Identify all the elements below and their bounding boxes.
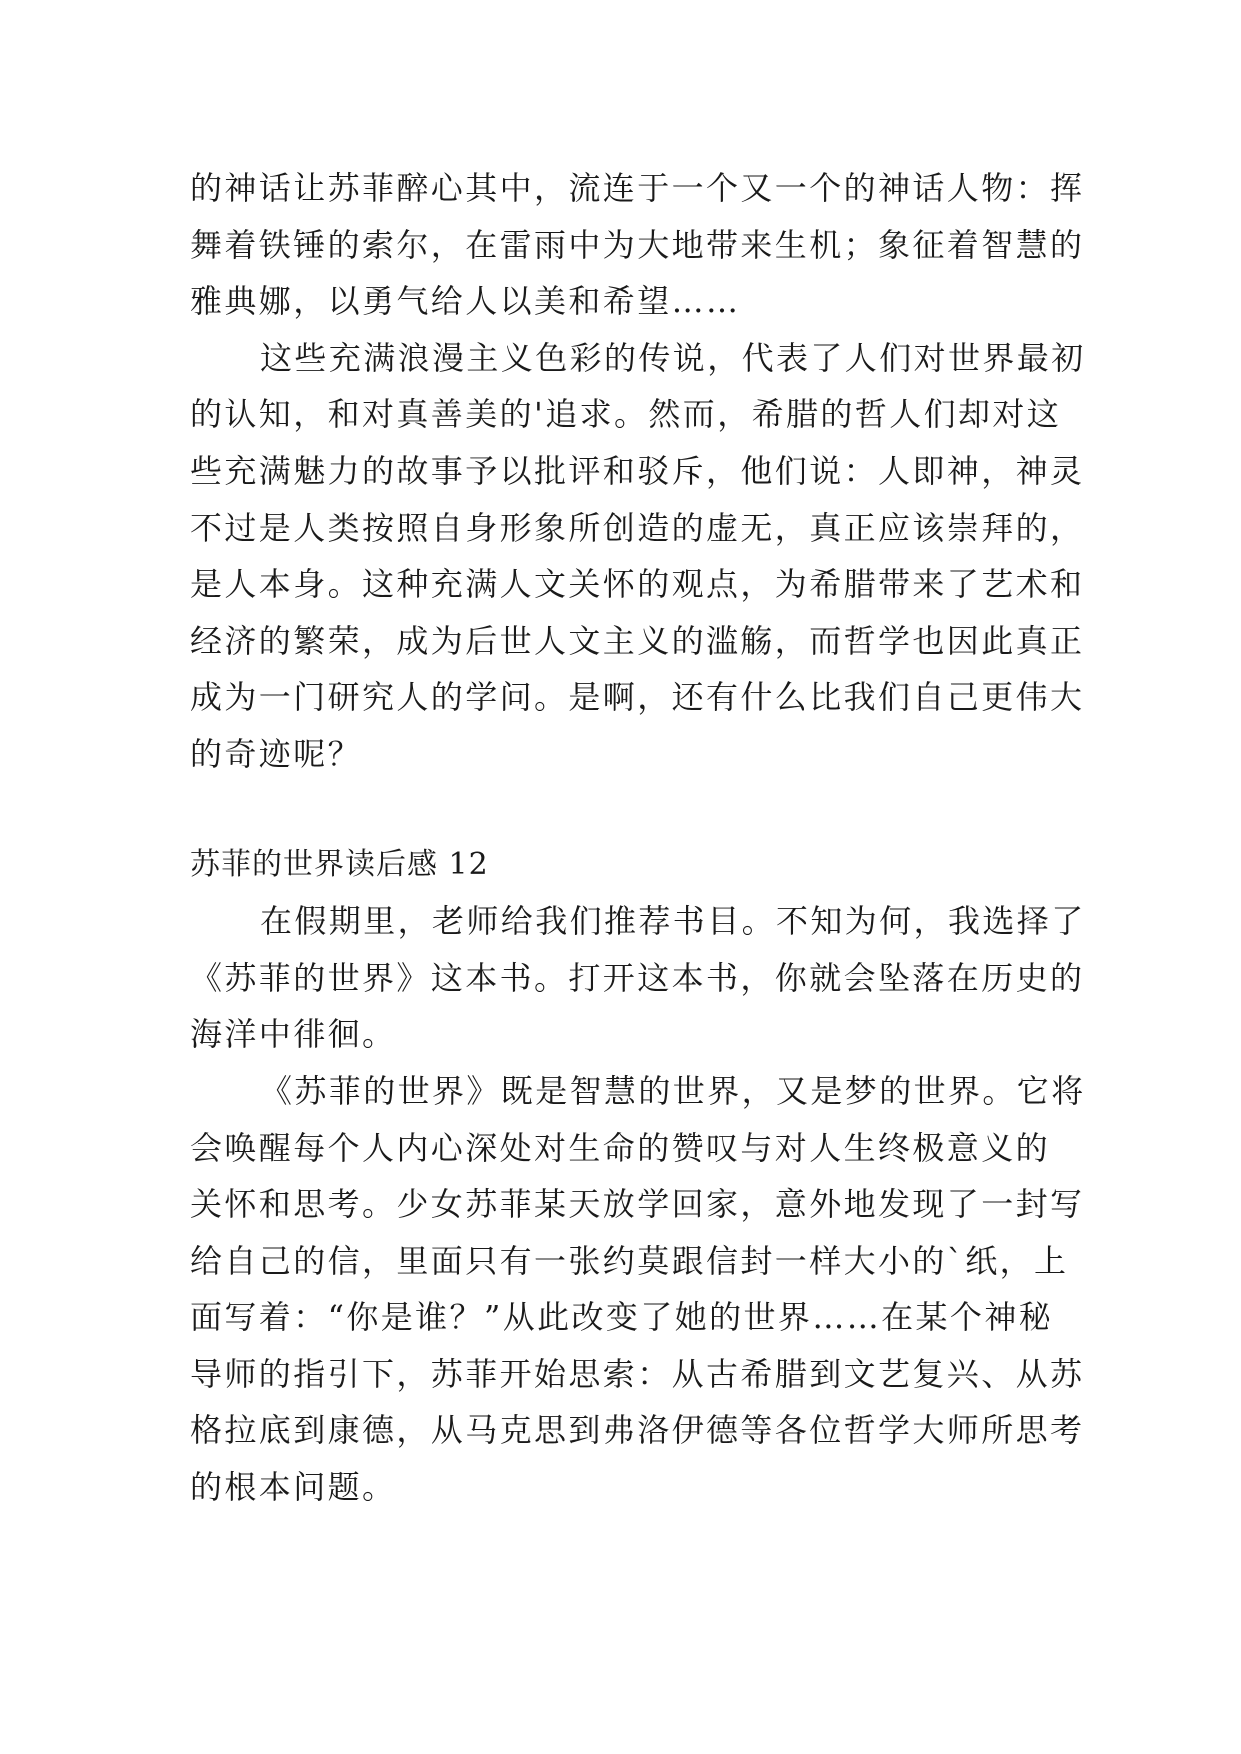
section-spacer: [190, 783, 1060, 837]
text-line: 《苏菲的世界》既是智慧的世界，又是梦的世界。它将: [260, 1071, 1086, 1110]
paragraph: [190, 330, 1086, 783]
text-line: 在假期里，老师给我们推荐书目。不知为何，我选择了: [260, 902, 1086, 941]
text-line: 这些充满浪漫主义色彩的传说，代表了人们对世界最初: [260, 338, 1086, 377]
text-line: 的认知，和对真善美的'追求。然而，希腊的哲人们却对这: [190, 395, 1062, 434]
text-line: 给自己的信，里面只有一张约莫跟信封一样大小的`纸，上: [190, 1241, 1069, 1280]
text-line: 经济的繁荣，成为后世人文主义的滥觞，而哲学也因此真正: [190, 621, 1085, 660]
text-line: 面写着：“你是谁？”从此改变了她的世界……在某个神秘: [190, 1298, 1054, 1337]
text-line: 是人本身。这种充满人文关怀的观点，为希腊带来了艺术和: [190, 565, 1085, 604]
text-line: 会唤醒每个人内心深处对生命的赞叹与对人生终极意义的: [190, 1128, 1051, 1167]
text-line: 不过是人类按照自身形象所创造的虚无，真正应该崇拜的，: [190, 508, 1085, 547]
text-line: 的神话让苏菲醉心其中，流连于一个又一个的神话人物：挥: [190, 169, 1085, 207]
text-line: 《苏菲的世界》这本书。打开这本书，你就会坠落在历史的: [190, 958, 1085, 997]
paragraph: [190, 893, 1086, 1063]
document-page: [190, 160, 1086, 1516]
text-line: 导师的指引下，苏菲开始思索：从古希腊到文艺复兴、从苏: [190, 1354, 1085, 1393]
text-line: 些充满魅力的故事予以批评和驳斥，他们说：人即神，神灵: [190, 451, 1085, 490]
text-line: 的奇迹呢？: [190, 734, 363, 773]
text-line: 关怀和思考。少女苏菲某天放学回家，意外地发现了一封写: [190, 1185, 1085, 1224]
text-line: 雅典娜，以勇气给人以美和希望……: [190, 282, 741, 321]
paragraph: [190, 1063, 1086, 1516]
text-line: 格拉底到康德，从马克思到弗洛伊德等各位哲学大师所思考: [190, 1411, 1085, 1450]
paragraph: [190, 160, 1085, 330]
text-line: 成为一门研究人的学问。是啊，还有什么比我们自己更伟大: [190, 678, 1085, 717]
text-line: 海洋中徘徊。: [190, 1015, 397, 1054]
text-line: 的根本问题。: [190, 1468, 397, 1507]
text-line: 舞着铁锤的索尔，在雷雨中为大地带来生机；象征着智慧的: [190, 225, 1085, 264]
section-heading: 苏菲的世界读后感 12: [190, 846, 489, 882]
